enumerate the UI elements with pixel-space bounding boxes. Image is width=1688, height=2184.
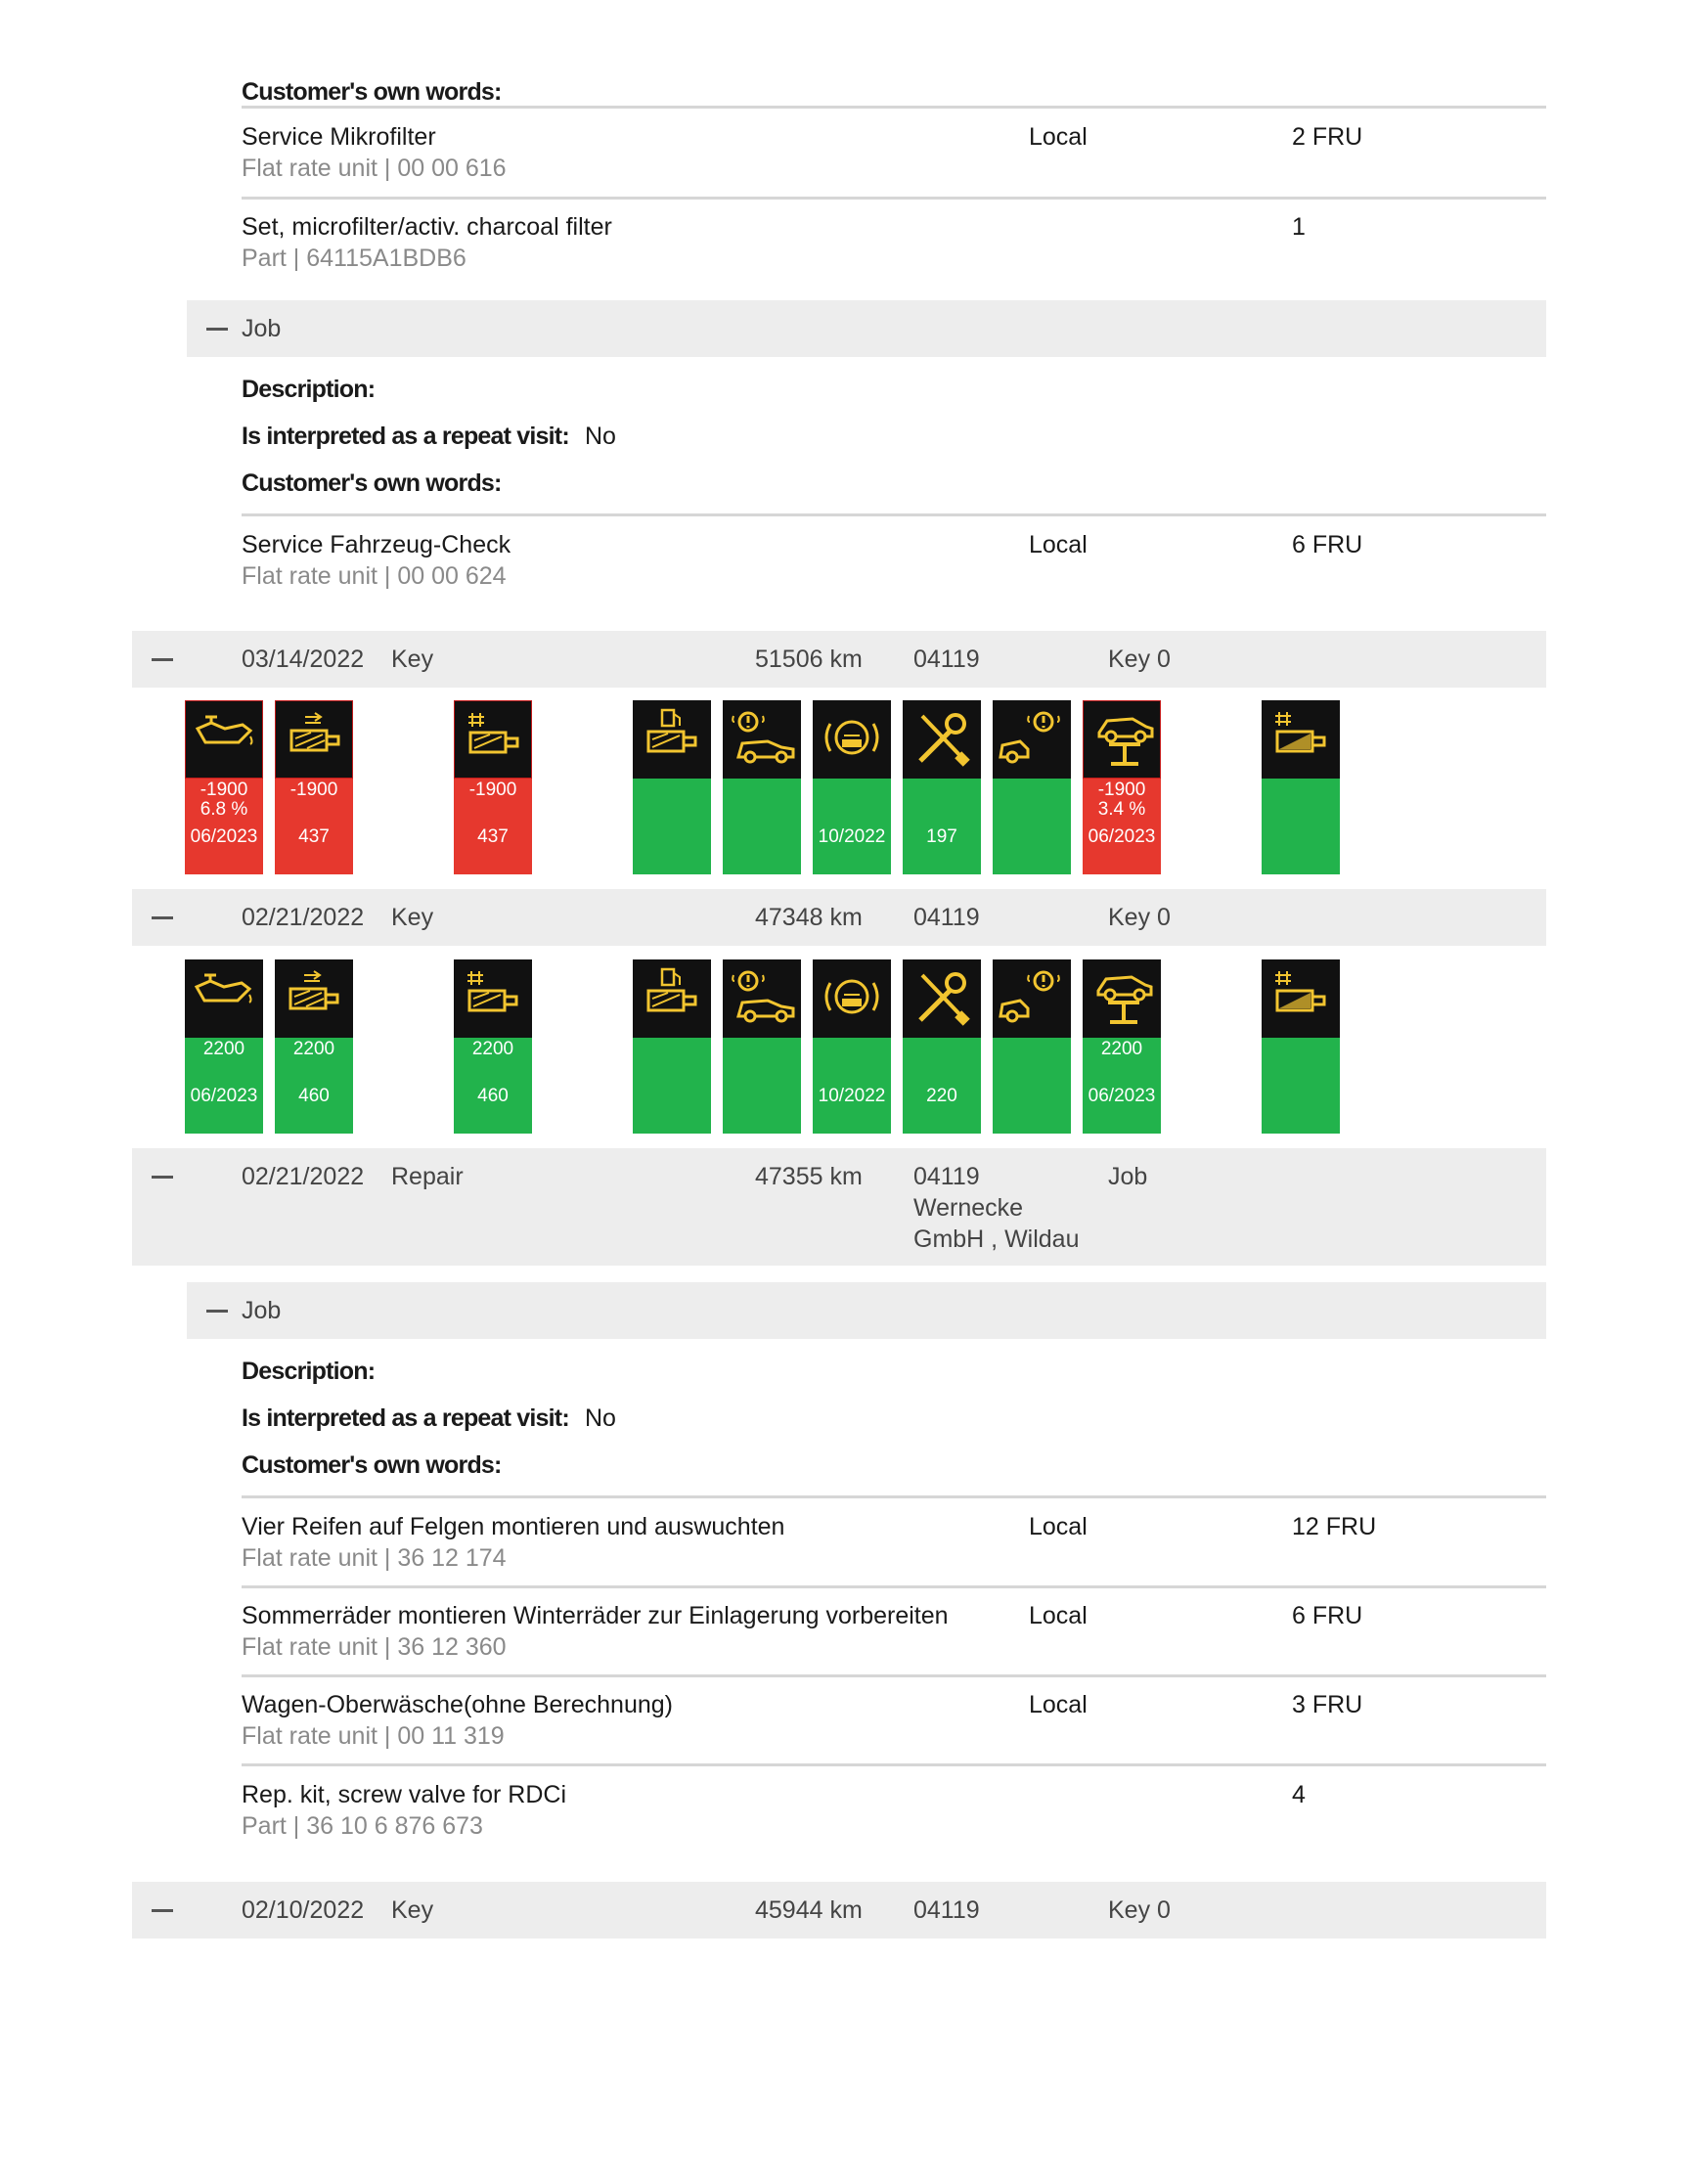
service-tile[interactable] [633,959,711,1134]
visit-row[interactable] [132,1148,1546,1266]
service-tile-icon-area [723,959,801,1038]
fuel-filter-icon [639,965,705,1032]
service-tile-status [454,1038,532,1134]
service-tile-icon-area [813,959,891,1038]
service-tile-value: 2200 [471,1039,514,1059]
visit-row[interactable] [132,631,1546,688]
job-header-label: Job [242,315,282,342]
service-tile-value: 2200 [292,1039,335,1059]
service-tile-icon-area [185,959,263,1038]
engine-air-filter-icon [461,707,527,774]
item-subtitle: Flat rate unit | 00 00 624 [242,562,507,590]
divider [242,1763,1546,1766]
description-label: Description: [242,376,376,403]
repeat-visit-value: No [585,1404,616,1432]
service-tile[interactable] [1262,959,1340,1134]
service-tile-due: 437 [298,826,330,847]
service-tile[interactable] [454,959,532,1134]
divider [242,1495,1546,1498]
visit-dealer: 04119 [913,646,980,673]
service-tile[interactable] [993,959,1071,1134]
service-tools-icon [909,706,975,773]
visit-date: 02/21/2022 [242,904,365,931]
repeat-visit-label: Is interpreted as a repeat visit: [242,423,569,450]
item-subtitle: Flat rate unit | 36 12 360 [242,1633,507,1661]
service-tile[interactable] [813,959,891,1134]
list-item [242,211,1546,274]
divider [242,513,1546,516]
visit-row[interactable] [132,889,1546,946]
service-tile-icon-area [1083,700,1161,779]
service-tile-due: 10/2022 [818,826,886,847]
service-tile-icon-area [454,959,532,1038]
item-quantity: 4 [1292,1781,1306,1808]
item-title: Vier Reifen auf Felgen montieren und auswuchten [242,1513,785,1540]
service-tile-status [185,779,263,874]
item-subtitle: Flat rate unit | 36 12 174 [242,1544,507,1572]
service-tile-icon-area [813,700,891,779]
item-subtitle: Part | 64115A1BDB6 [242,245,466,272]
divider [242,1585,1546,1588]
service-tile-due: 460 [477,1086,509,1106]
item-quantity: 2 FRU [1292,123,1363,151]
service-tile-status [633,1038,711,1134]
item-quantity: 12 FRU [1292,1513,1377,1540]
service-tile[interactable] [454,700,532,874]
visit-type: Repair [391,1163,464,1190]
service-tile-due: 197 [926,826,957,847]
service-tile-due: 220 [926,1086,957,1106]
vehicle-inspection-icon [999,965,1065,1032]
list-item [242,1689,1546,1752]
battery-filter-icon [1267,706,1334,773]
service-tile-status [723,779,801,874]
list-item [242,529,1546,592]
item-subtitle: Part | 36 10 6 876 673 [242,1812,483,1840]
item-location: Local [1029,1513,1088,1540]
service-tile-status [633,779,711,874]
item-location: Local [1029,531,1088,558]
item-subtitle: Flat rate unit | 00 00 616 [242,155,507,182]
divider [242,106,1546,109]
service-tile-value: 2200 [1100,1039,1143,1059]
service-tile-icon-area [185,700,263,779]
service-tile-status [993,1038,1071,1134]
item-location: Local [1029,1602,1088,1629]
visit-mileage: 45944 km [755,1896,863,1924]
visit-row[interactable] [132,1882,1546,1939]
collapse-icon[interactable] [206,328,228,331]
battery-filter-icon [1267,965,1334,1032]
service-tile-icon-area [993,700,1071,779]
list-item [242,1779,1546,1842]
job-header-label: Job [242,1297,282,1324]
item-location: Local [1029,123,1088,151]
oil-can-icon [191,965,257,1032]
list-item [242,121,1546,184]
visit-reference: Key 0 [1108,646,1171,673]
item-quantity: 3 FRU [1292,1691,1363,1718]
vehicle-inspection-icon [999,706,1065,773]
collapse-icon[interactable] [206,1310,228,1313]
visit-mileage: 51506 km [755,646,863,673]
service-tile[interactable] [275,700,353,874]
visit-dealer-name: Wernecke [913,1194,1024,1222]
service-tile-value: 3.4 % [1097,799,1146,820]
service-tile-due: 06/2023 [190,1086,258,1106]
service-tiles-row [0,700,1688,874]
collapse-icon[interactable] [152,1176,173,1179]
list-item [242,1511,1546,1574]
visit-reference: Job [1108,1163,1148,1190]
item-quantity: 6 FRU [1292,531,1363,558]
visit-type: Key [391,904,434,931]
service-tile[interactable] [1083,959,1161,1134]
service-tile-status [454,779,532,874]
service-tile[interactable] [813,700,891,874]
car-lift-icon [1089,707,1156,774]
diesel-particle-filter-icon [282,707,348,774]
visit-mileage: 47355 km [755,1163,863,1190]
collapse-icon[interactable] [152,1909,173,1912]
brake-fluid-icon [819,965,885,1032]
service-tile-icon-area [903,700,981,779]
item-quantity: 6 FRU [1292,1602,1363,1629]
item-title: Wagen-Oberwäsche(ohne Berechnung) [242,1691,673,1718]
service-tile-due: 10/2022 [818,1086,886,1106]
service-tile-value: -1900 [200,780,248,800]
service-tile[interactable] [185,959,263,1134]
service-tile-value: -1900 [468,780,517,800]
diesel-particle-filter-icon [281,965,347,1032]
service-tile-icon-area [275,700,353,779]
service-tile[interactable] [633,700,711,874]
item-subtitle: Flat rate unit | 00 11 319 [242,1722,505,1750]
visit-dealer: 04119 [913,1896,980,1924]
visit-reference: Key 0 [1108,1896,1171,1924]
repeat-visit-label: Is interpreted as a repeat visit: [242,1404,569,1432]
service-tile-value: 6.8 % [200,799,248,820]
car-lift-icon [1088,965,1155,1032]
service-tile-due: 06/2023 [190,826,258,847]
repeat-visit-value: No [585,423,616,450]
service-tile-icon-area [1262,959,1340,1038]
service-tile-status [275,1038,353,1134]
visit-type: Key [391,1896,434,1924]
oil-can-icon [192,707,258,774]
list-item [242,1600,1546,1663]
visit-date: 03/14/2022 [242,646,365,673]
service-tile[interactable] [275,959,353,1134]
service-tile-status [185,1038,263,1134]
divider [242,197,1546,200]
visit-dealer: 04119 [913,1163,980,1190]
item-quantity: 1 [1292,213,1306,241]
visit-mileage: 47348 km [755,904,863,931]
item-title: Service Fahrzeug-Check [242,531,511,558]
collapse-icon[interactable] [152,658,173,661]
service-tile[interactable] [723,959,801,1134]
service-tile-due: 437 [477,826,509,847]
service-tile-icon-area [454,700,532,779]
service-tile-status [1262,779,1340,874]
service-tools-icon [909,965,975,1032]
service-tile-status [723,1038,801,1134]
service-tile-status [1083,779,1161,874]
service-tile-status [1262,1038,1340,1134]
service-tile-icon-area [275,959,353,1038]
item-title: Sommerräder montieren Winterräder zur Einlagerung vorbereiten [242,1602,949,1629]
visit-dealer-location: GmbH , Wildau [913,1226,1080,1253]
service-tile[interactable] [1262,700,1340,874]
service-tile[interactable] [903,700,981,874]
service-tile[interactable] [723,700,801,874]
description-label: Description: [242,1358,376,1385]
service-tile-value: -1900 [1097,780,1146,800]
visit-date: 02/10/2022 [242,1896,365,1924]
service-tiles-row [0,959,1688,1134]
service-tile-status [903,779,981,874]
vehicle-check-icon [729,965,795,1032]
service-tile[interactable] [1083,700,1161,874]
service-tile-icon-area [903,959,981,1038]
divider [242,1674,1546,1677]
service-tile-status [813,779,891,874]
item-location: Local [1029,1691,1088,1718]
engine-air-filter-icon [460,965,526,1032]
service-tile-value: -1900 [289,780,338,800]
service-tile-due: 06/2023 [1088,1086,1156,1106]
item-title: Service Mikrofilter [242,123,436,151]
brake-fluid-icon [819,706,885,773]
visit-dealer: 04119 [913,904,980,931]
item-title: Rep. kit, screw valve for RDCi [242,1781,567,1808]
service-tile-status [275,779,353,874]
service-tile[interactable] [993,700,1071,874]
service-tile-status [1083,1038,1161,1134]
service-tile-icon-area [633,959,711,1038]
service-tile-due: 460 [298,1086,330,1106]
service-tile-icon-area [993,959,1071,1038]
fuel-filter-icon [639,706,705,773]
service-tile-icon-area [1262,700,1340,779]
service-tile-icon-area [1083,959,1161,1038]
service-tile-icon-area [633,700,711,779]
service-tile-status [813,1038,891,1134]
visit-type: Key [391,646,434,673]
service-tile-icon-area [723,700,801,779]
item-title: Set, microfilter/activ. charcoal filter [242,213,612,241]
visit-date: 02/21/2022 [242,1163,365,1190]
vehicle-check-icon [729,706,795,773]
job-header[interactable] [187,300,1546,357]
service-tile[interactable] [185,700,263,874]
service-tile-value: 2200 [202,1039,245,1059]
customer-words-label: Customer's own words: [242,469,502,497]
visit-reference: Key 0 [1108,904,1171,931]
collapse-icon[interactable] [152,916,173,919]
service-tile[interactable] [903,959,981,1134]
customer-words-label: Customer's own words: [242,78,502,106]
service-tile-status [903,1038,981,1134]
job-header[interactable] [187,1282,1546,1339]
service-tile-due: 06/2023 [1088,826,1156,847]
service-tile-status [993,779,1071,874]
customer-words-label: Customer's own words: [242,1451,502,1479]
